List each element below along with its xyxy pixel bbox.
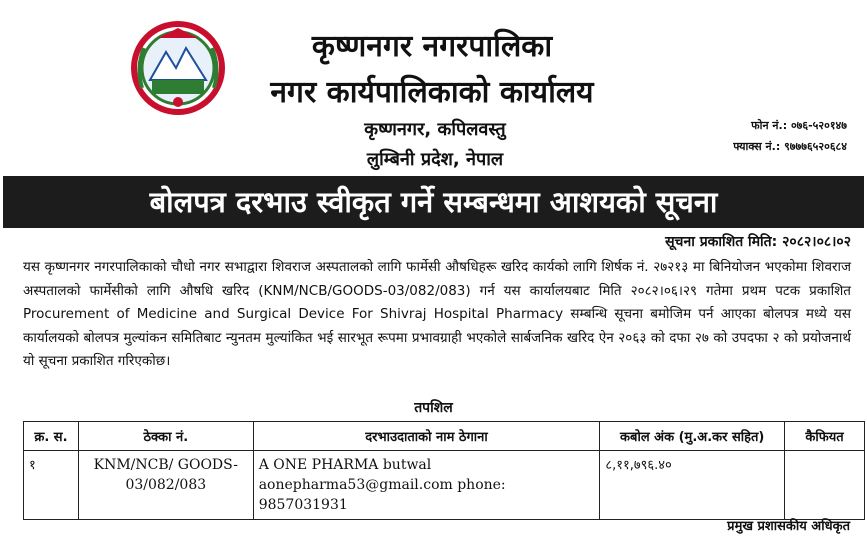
details-heading: तपशिल xyxy=(414,400,453,416)
address-line-2: लुम्बिनी प्रदेश, नेपाल xyxy=(366,149,504,170)
cell-contract: KNM/NCB/ GOODS-03/082/083 xyxy=(78,451,253,520)
fax-number: फ्याक्स नं.: ९७७७६५२०६८४ xyxy=(733,140,847,153)
cell-bidder: A ONE PHARMA butwal aonepharma53@gmail.com phone: 9857031931 xyxy=(253,451,600,520)
notice-body: यस कृष्णनगर नगरपालिकाको चौधो नगर सभाद्वारा शिवराज अस्पतालको लागि फार्मेसी औषधिहरू खरिद कार्यको लागि शिर्षक नं. २७२१३ मा बिनियोजन भएकोमा शिवराज अस्पतालको फार्मेसीको लागि औषधि खरिद (KNM/NCB/GOODS-03/082/083) गर्न यस कार्यालयबाट मिति २०८२।०६।२९ गतेमा प्रथम पटक प्रकाशित Procurement of Medicine and Surgical Device For Shivraj Hospital Pharmacy सम्बन्धि सूचना बमोजिम पर्न आएका बोलपत्र मध्ये यस कार्यालयको बोलपत्र मुल्यांकन समितिबाट न्युनतम मुल्यांकित भई सारभूत रूपमा प्रभावग्राही भएकोले सार्बजनिक खरिद ऐन २०६३ को दफा २७ को उपदफा २ को प्रयोजनार्थ यो सूचना प्रकाशित गरिएकोछ। xyxy=(23,259,851,369)
header-contract: ठेक्का नं. xyxy=(78,422,253,451)
cell-serial: १ xyxy=(24,451,79,520)
municipality-name: कृष्णनगर नगरपालिका xyxy=(311,29,553,64)
notice-title-banner: बोलपत्र दरभाउ स्वीकृत गर्ने सम्बन्धमा आशयको सूचना xyxy=(3,176,864,228)
table-row xyxy=(24,451,865,520)
nepal-emblem-icon xyxy=(128,18,228,118)
header-bidder: दरभाउदाताको नाम ठेगाना xyxy=(253,422,600,451)
letterhead xyxy=(0,0,867,176)
signatory-title: प्रमुख प्रशासकीय अधिकृत xyxy=(727,519,850,534)
table-header-row xyxy=(24,422,865,451)
cell-amount: ८,११,७९६.४० xyxy=(600,451,785,520)
phone-number: फोन नं.: ०७६-५२०१४७ xyxy=(751,119,847,132)
header-serial: क्र. स. xyxy=(24,422,79,451)
address-line-1: कृष्णनगर, कपिलवस्तु xyxy=(364,119,506,140)
header-remarks: कैफियत xyxy=(785,422,865,451)
header-amount: कबोल अंक (मु.अ.कर सहित) xyxy=(600,422,785,451)
cell-remarks xyxy=(785,451,865,520)
office-name: नगर कार्यपालिकाको कार्यालय xyxy=(270,75,594,110)
published-date: सूचना प्रकाशित मिति: २०८२।०८।०२ xyxy=(665,234,851,250)
bid-table xyxy=(23,421,865,520)
